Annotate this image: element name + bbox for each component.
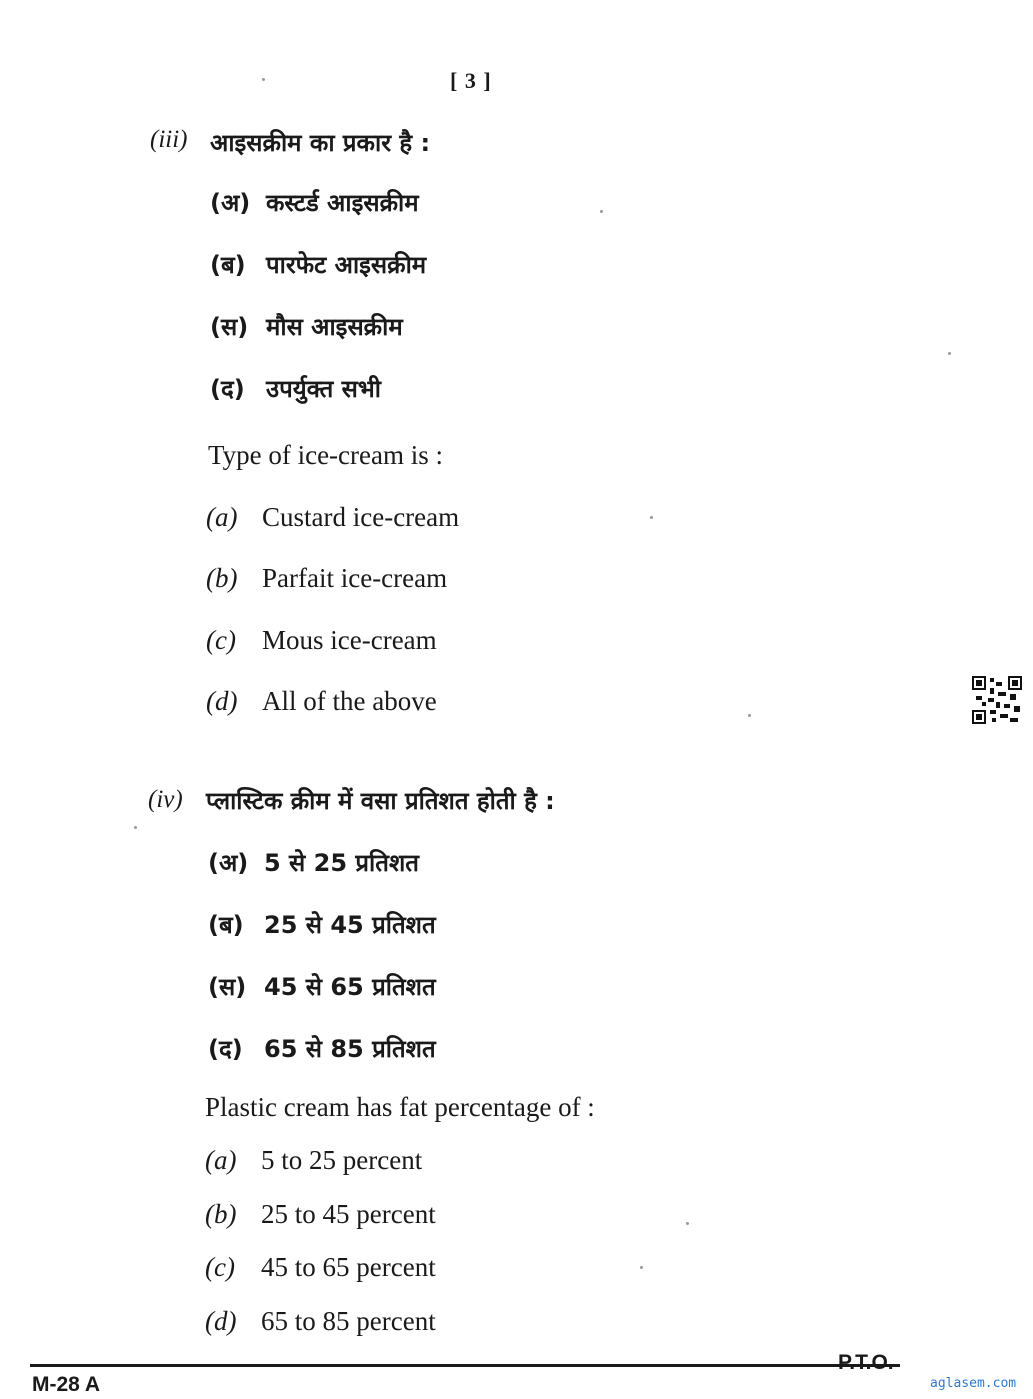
option-label: (अ) bbox=[210, 189, 251, 217]
option-text: उपर्युक्त सभी bbox=[266, 375, 381, 403]
option-text: 25 to 45 percent bbox=[261, 1199, 436, 1229]
question-4-english-option-c bbox=[205, 1252, 436, 1283]
option-label: (स) bbox=[208, 973, 247, 1001]
paper-code: M-28 A bbox=[32, 1373, 101, 1396]
question-3-hindi-option-a bbox=[210, 186, 419, 219]
question-3-hindi-text: आइसक्रीम का प्रकार है : bbox=[210, 129, 431, 157]
option-label: (c) bbox=[205, 1252, 235, 1282]
option-text: 45 to 65 percent bbox=[261, 1252, 436, 1282]
page-number: [ 3 ] bbox=[450, 68, 492, 93]
option-text: 5 से 25 प्रतिशत bbox=[264, 849, 419, 877]
question-4-hindi-option-c bbox=[208, 970, 436, 1003]
option-label: (d) bbox=[205, 1306, 237, 1336]
watermark-link[interactable]: aglasem.com bbox=[930, 1376, 1017, 1391]
option-text: 5 to 25 percent bbox=[261, 1145, 423, 1175]
option-label: (d) bbox=[206, 686, 238, 716]
option-label: (a) bbox=[206, 502, 238, 532]
question-4-english-text: Plastic cream has fat percentage of : bbox=[205, 1092, 595, 1122]
option-text: 65 से 85 प्रतिशत bbox=[264, 1035, 436, 1063]
option-text: मौस आइसक्रीम bbox=[266, 313, 403, 341]
question-4-hindi-option-d bbox=[208, 1032, 436, 1065]
scan-speck bbox=[640, 1266, 643, 1269]
qr-code-icon bbox=[972, 676, 1022, 724]
question-3-hindi-option-d bbox=[210, 372, 381, 405]
option-label: (द) bbox=[208, 1035, 243, 1063]
option-label: (c) bbox=[206, 625, 236, 655]
option-label: (अ) bbox=[208, 849, 249, 877]
option-text: Custard ice-cream bbox=[262, 502, 460, 532]
scan-speck bbox=[134, 826, 137, 829]
question-4-hindi-option-b bbox=[208, 908, 436, 941]
question-4-hindi-option-a bbox=[208, 846, 419, 879]
option-text: कस्टर्ड आइसक्रीम bbox=[266, 189, 419, 217]
question-3-english-option-a bbox=[206, 502, 459, 533]
option-label: (b) bbox=[206, 563, 238, 593]
question-4-hindi-text: प्लास्टिक क्रीम में वसा प्रतिशत होती है : bbox=[206, 787, 555, 815]
scan-speck bbox=[600, 210, 603, 213]
pto-label: P.T.O. bbox=[838, 1351, 894, 1374]
question-4-english-option-b bbox=[205, 1199, 436, 1230]
option-text: Parfait ice-cream bbox=[262, 563, 448, 593]
question-3-english-option-d bbox=[206, 686, 437, 717]
question-4-english-option-a bbox=[205, 1145, 422, 1176]
option-label: (द) bbox=[210, 375, 245, 403]
option-label: (ब) bbox=[208, 911, 244, 939]
option-label: (a) bbox=[205, 1145, 237, 1175]
question-3-english-option-b bbox=[206, 563, 447, 594]
option-label: (स) bbox=[210, 313, 249, 341]
scan-speck bbox=[948, 352, 951, 355]
option-text: पारफेट आइसक्रीम bbox=[266, 251, 427, 279]
question-3-hindi-option-c bbox=[210, 310, 403, 343]
option-text: Mous ice-cream bbox=[262, 625, 437, 655]
scan-speck bbox=[748, 714, 751, 717]
scan-speck bbox=[686, 1222, 689, 1225]
scan-speck bbox=[650, 516, 653, 519]
footer-divider bbox=[30, 1364, 900, 1367]
option-text: All of the above bbox=[262, 686, 437, 716]
option-label: (b) bbox=[205, 1199, 237, 1229]
question-3-number: (iii) bbox=[150, 126, 188, 153]
question-3-english-text: Type of ice-cream is : bbox=[208, 440, 443, 470]
option-text: 25 से 45 प्रतिशत bbox=[264, 911, 436, 939]
question-3-english-option-c bbox=[206, 625, 437, 656]
option-label: (ब) bbox=[210, 251, 246, 279]
question-4-number: (iv) bbox=[148, 786, 183, 813]
question-3-hindi-option-b bbox=[210, 248, 426, 281]
scan-speck bbox=[262, 78, 265, 81]
question-4-english-option-d bbox=[205, 1306, 436, 1337]
option-text: 65 to 85 percent bbox=[261, 1306, 436, 1336]
option-text: 45 से 65 प्रतिशत bbox=[264, 973, 436, 1001]
